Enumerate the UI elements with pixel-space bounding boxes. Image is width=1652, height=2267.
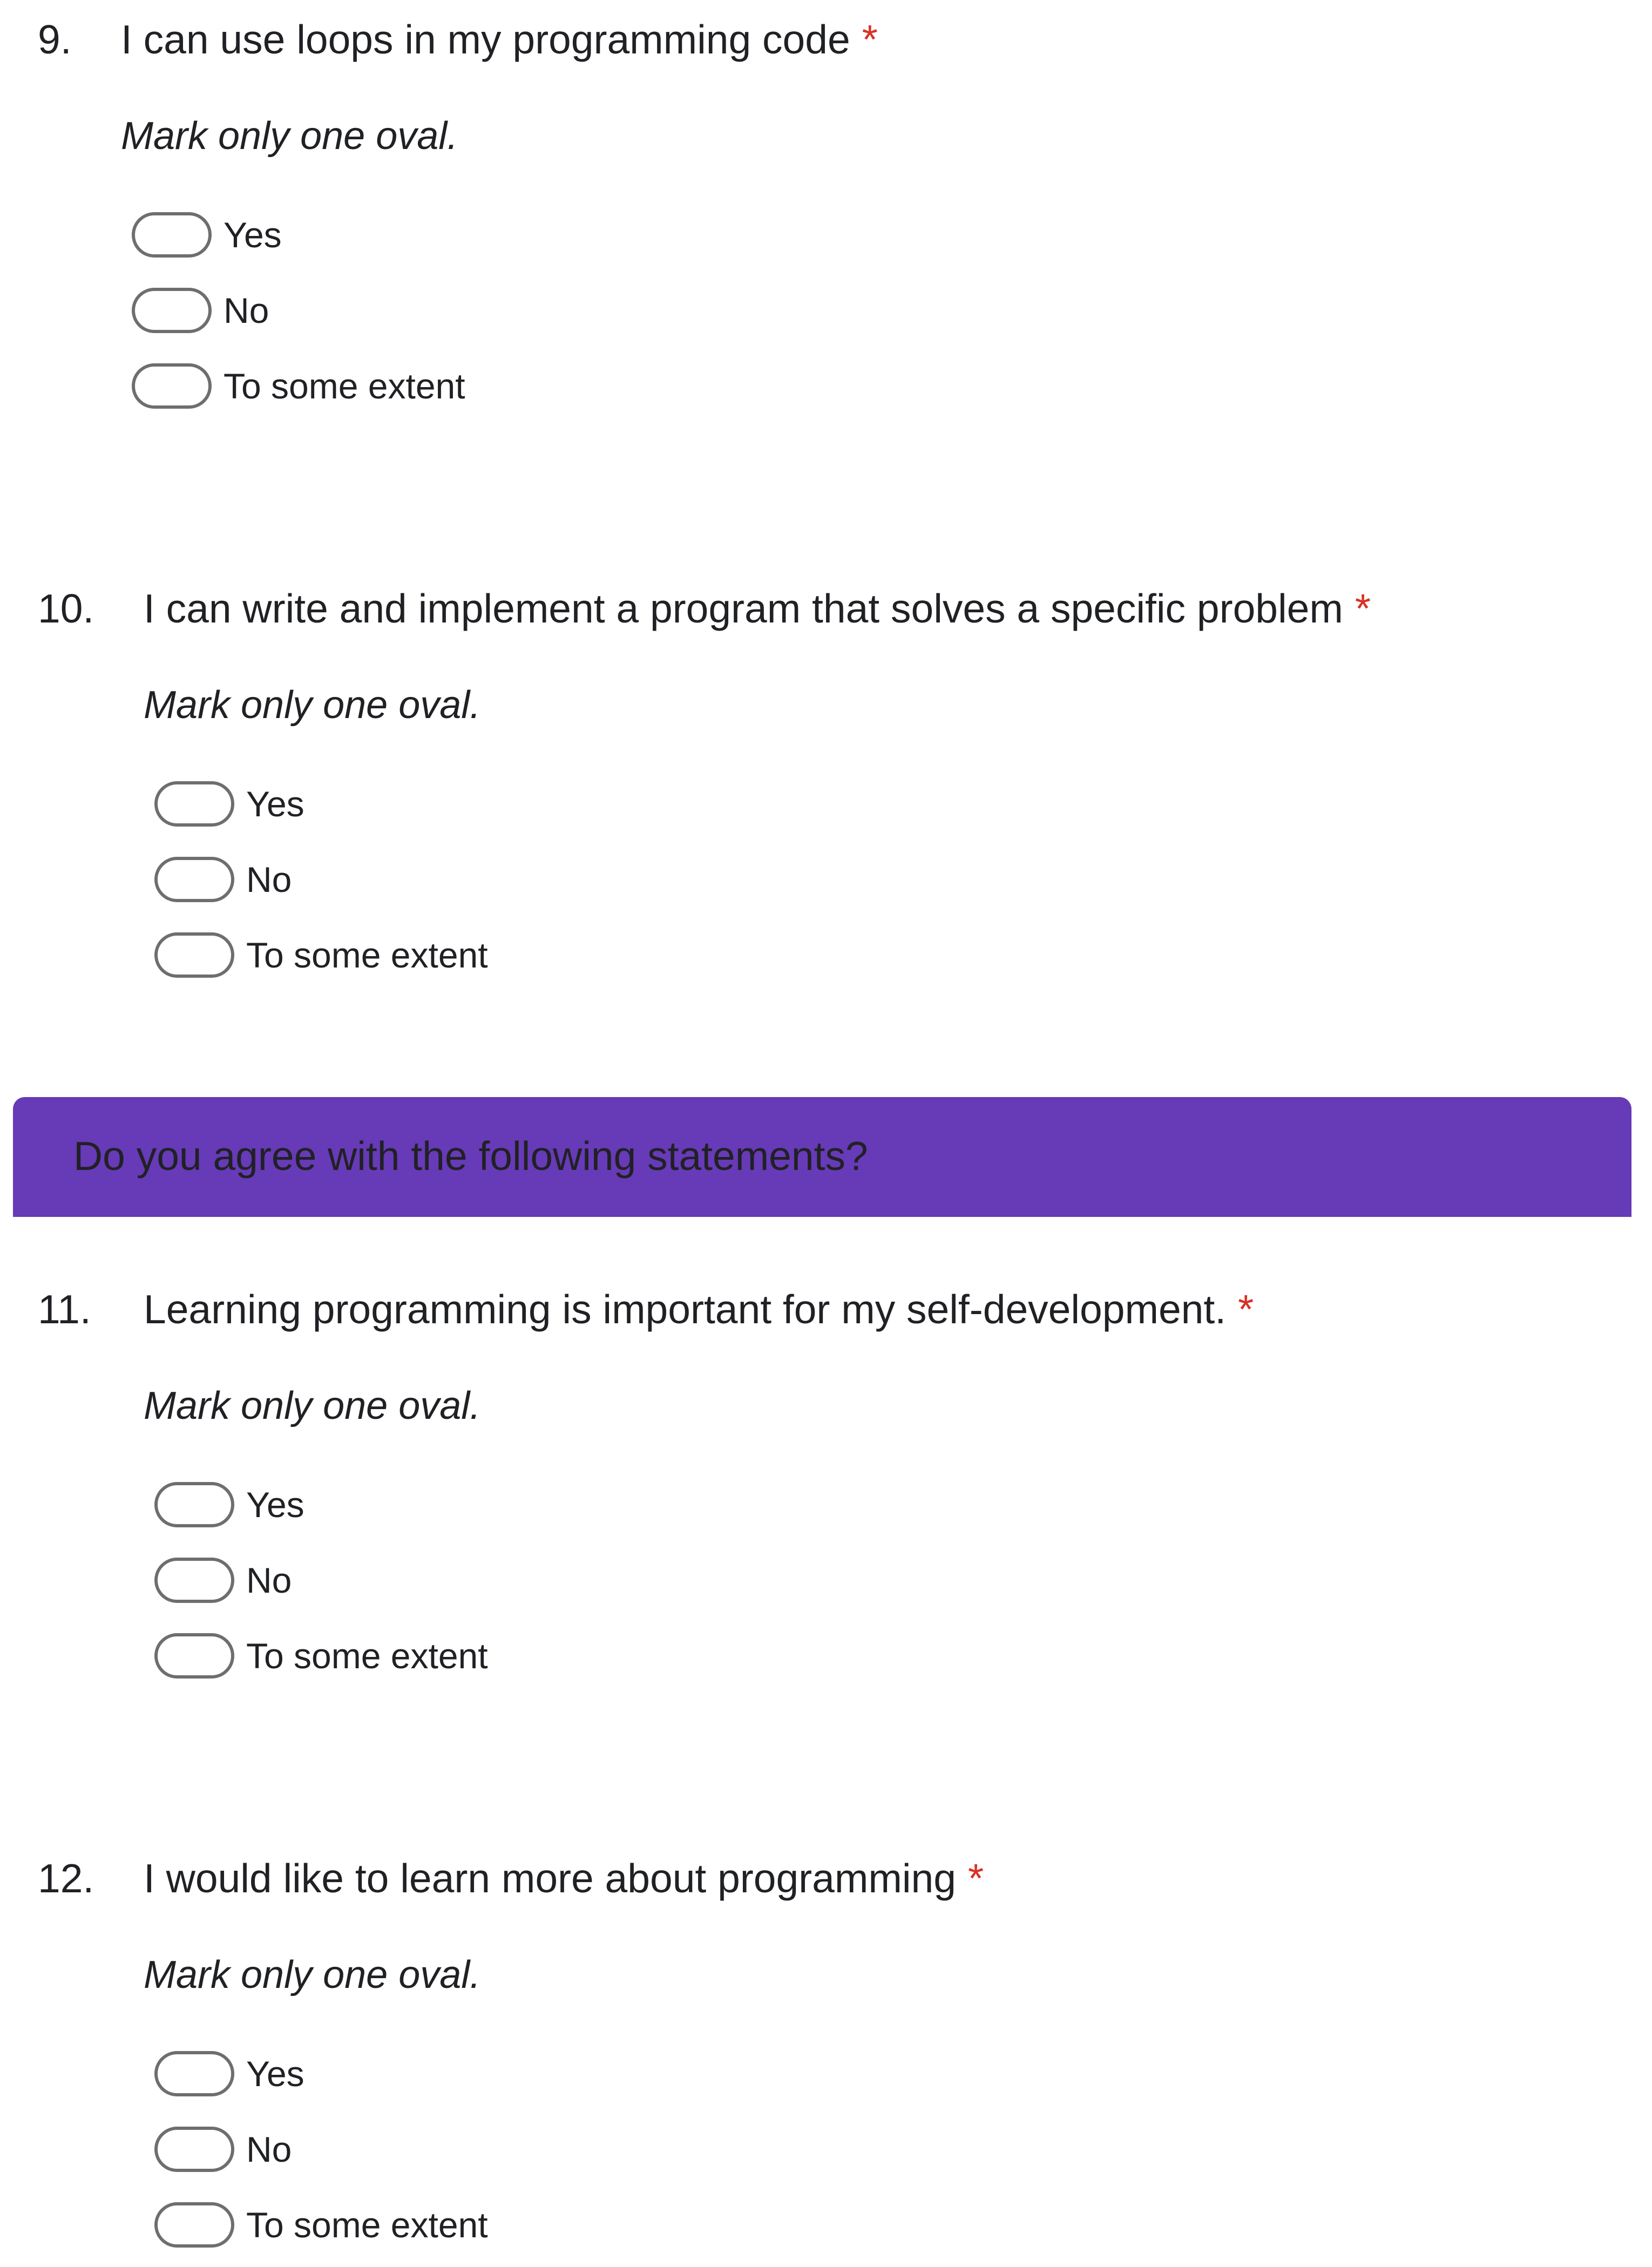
option-to-some-extent[interactable] — [132, 362, 465, 410]
question-text: I can write and implement a program that solves a specific problem — [144, 586, 1343, 631]
option-to-some-extent[interactable] — [154, 1632, 488, 1680]
question-instruction: Mark only one oval. — [121, 114, 458, 158]
radio-oval[interactable] — [154, 2202, 234, 2248]
question-number: 9. — [38, 17, 72, 62]
question-instruction: Mark only one oval. — [144, 1384, 481, 1427]
option-to-some-extent[interactable] — [154, 931, 488, 979]
option-label: To some extent — [246, 1636, 488, 1676]
option-label: To some extent — [246, 935, 488, 975]
radio-oval[interactable] — [154, 1558, 234, 1603]
section-header — [13, 1097, 1631, 1217]
question-title — [144, 1858, 984, 1899]
option-no[interactable] — [154, 1556, 292, 1605]
option-label: No — [246, 860, 292, 899]
required-asterisk: * — [1355, 586, 1371, 631]
radio-oval[interactable] — [154, 2051, 234, 2096]
option-no[interactable] — [154, 855, 292, 904]
radio-oval[interactable] — [132, 363, 212, 409]
required-asterisk: * — [967, 1856, 984, 1901]
question-title — [121, 19, 878, 60]
option-label: Yes — [224, 215, 282, 255]
option-label: To some extent — [246, 2205, 488, 2245]
question-text: Learning programming is important for my self-development. — [144, 1287, 1227, 1332]
option-label: No — [246, 1560, 292, 1600]
radio-oval[interactable] — [154, 857, 234, 902]
radio-oval[interactable] — [132, 288, 212, 333]
option-yes[interactable] — [132, 211, 282, 259]
question-number: 11. — [38, 1287, 91, 1332]
question-text: I would like to learn more about programming — [144, 1856, 956, 1901]
radio-oval[interactable] — [132, 212, 212, 258]
option-yes[interactable] — [154, 780, 304, 828]
option-yes[interactable] — [154, 1480, 304, 1529]
question-instruction: Mark only one oval. — [144, 1953, 481, 1997]
option-label: To some extent — [224, 366, 465, 406]
question-number: 10. — [38, 586, 94, 631]
option-label: No — [224, 290, 269, 330]
section-title: Do you agree with the following statements? — [73, 1133, 868, 1179]
option-no[interactable] — [154, 2125, 292, 2174]
option-no[interactable] — [132, 286, 269, 335]
question-instruction: Mark only one oval. — [144, 684, 481, 727]
question-text: I can use loops in my programming code — [121, 17, 850, 62]
radio-oval[interactable] — [154, 2127, 234, 2172]
required-asterisk: * — [862, 17, 878, 62]
radio-oval[interactable] — [154, 1633, 234, 1679]
required-asterisk: * — [1238, 1287, 1254, 1332]
option-label: Yes — [246, 2054, 304, 2094]
question-title — [144, 1289, 1254, 1330]
radio-oval[interactable] — [154, 781, 234, 827]
radio-oval[interactable] — [154, 932, 234, 978]
option-label: No — [246, 2129, 292, 2169]
option-yes[interactable] — [154, 2049, 304, 2098]
option-label: Yes — [246, 1485, 304, 1525]
question-number: 12. — [38, 1856, 94, 1901]
option-label: Yes — [246, 784, 304, 824]
question-title — [144, 588, 1371, 629]
option-to-some-extent[interactable] — [154, 2201, 488, 2249]
radio-oval[interactable] — [154, 1482, 234, 1527]
